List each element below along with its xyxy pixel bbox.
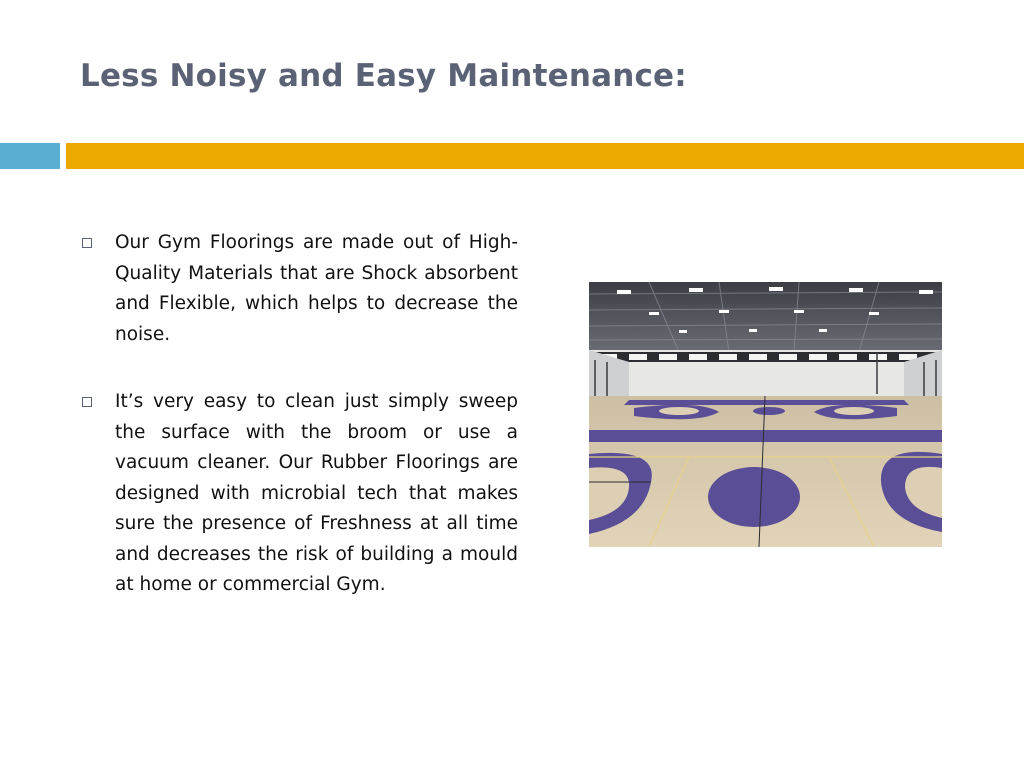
slide-title: Less Noisy and Easy Maintenance:: [80, 58, 687, 94]
square-bullet-icon: [82, 397, 92, 407]
bullet-text: It’s very easy to clean just simply sweep the surface with the broom or use a vacuum cleaner. Our Rubber Floorings are designed with microbial tech that makes sure the presence of Freshness at all time and decreases the risk of building a mould at home or commercial Gym.: [115, 391, 518, 595]
bullet-list: [80, 228, 520, 638]
bullet-item: [80, 228, 520, 350]
gym-court-photo: [589, 282, 942, 547]
title-rule-bar: [66, 143, 1024, 169]
square-bullet-icon: [82, 238, 92, 248]
title-rule-accent: [0, 143, 60, 169]
bullet-text: Our Gym Floorings are made out of High-Quality Materials that are Shock absorbent and Flexible, which helps to decrease the noise.: [115, 232, 518, 345]
bullet-item: [80, 387, 520, 601]
